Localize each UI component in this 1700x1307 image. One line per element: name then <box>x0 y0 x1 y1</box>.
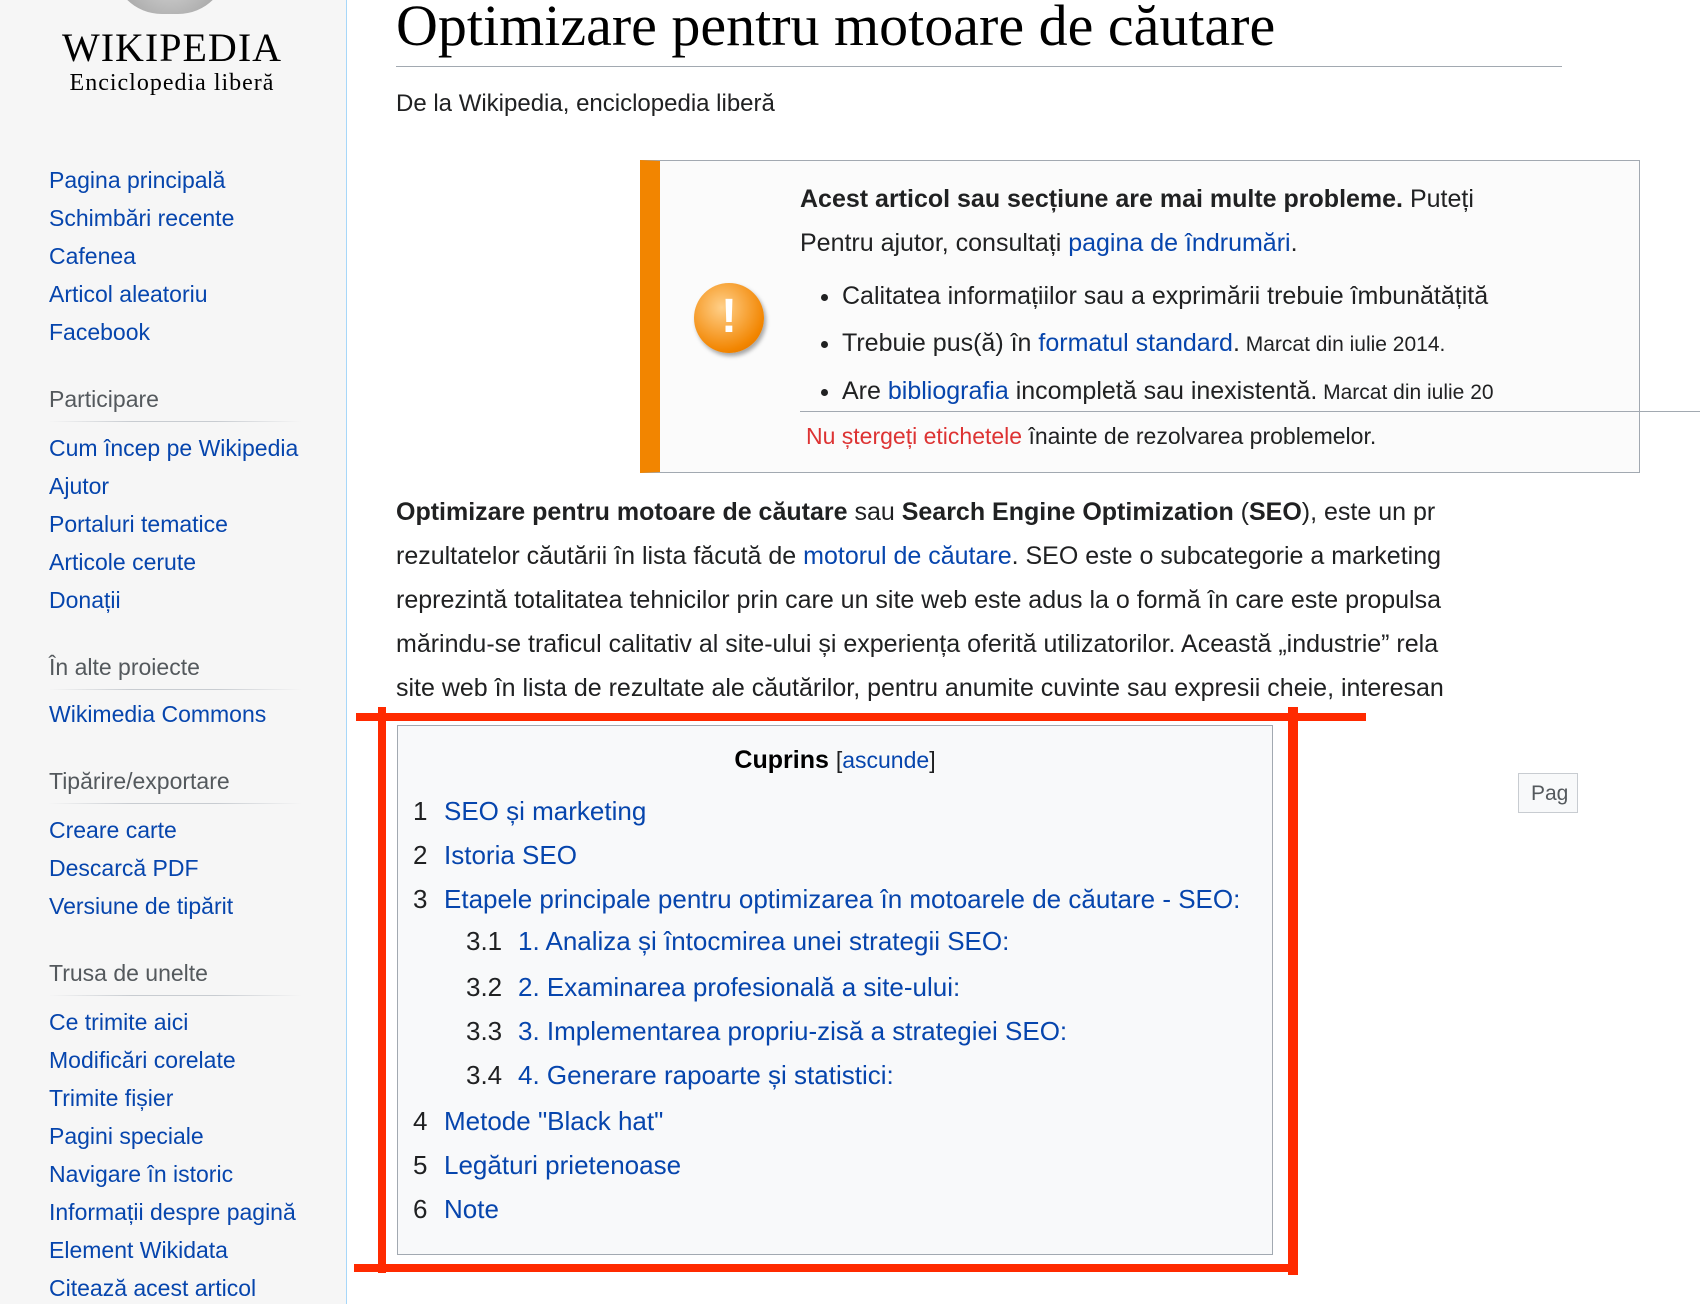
intro-bold: SEO <box>1249 498 1302 526</box>
toc-item-1[interactable] <box>413 796 646 827</box>
nav-wikidata-item[interactable]: Element Wikidata <box>49 1237 228 1263</box>
nav-recent-changes[interactable]: Schimbări recente <box>49 205 235 231</box>
highlight-border-right <box>1288 707 1298 1275</box>
wikipedia-globe-logo[interactable] <box>112 0 228 14</box>
main-navigation <box>49 161 234 351</box>
issue-text: Are <box>842 377 888 405</box>
toc-item-3-2[interactable] <box>466 972 960 1003</box>
page-title: Optimizare pentru motoare de căutare <box>396 0 1276 58</box>
nav-requested-articles[interactable]: Articole cerute <box>49 549 197 575</box>
intro-text: ), este un pr <box>1301 498 1436 526</box>
nav-help[interactable]: Ajutor <box>49 473 110 499</box>
nav-getting-started[interactable]: Cum încep pe Wikipedia <box>49 435 299 461</box>
nav-facebook[interactable]: Facebook <box>49 319 151 345</box>
search-engine-link[interactable]: motorul de căutare <box>803 542 1012 570</box>
toc-item-3[interactable] <box>413 884 1240 915</box>
footer-text: înainte de rezolvarea problemelor. <box>1022 423 1377 449</box>
nav-random-article[interactable]: Articol aleatoriu <box>49 281 208 307</box>
tools-navigation <box>49 1003 296 1307</box>
print-export-heading: Tipărire/exportare <box>49 768 301 804</box>
highlight-border-bottom <box>354 1264 1298 1272</box>
main-content <box>346 0 1569 1304</box>
nav-cite-article[interactable]: Citează acest articol <box>49 1275 257 1301</box>
sidebar <box>0 0 347 1304</box>
intro-bold: Search Engine Optimization <box>901 498 1234 526</box>
toc-link[interactable]: Etapele principale pentru optimizarea în motoarele de căutare - SEO: <box>444 884 1241 914</box>
toc-number: 3.4 <box>466 1060 503 1090</box>
nav-main-page[interactable]: Pagina principală <box>49 167 226 193</box>
nav-special-pages[interactable]: Pagini speciale <box>49 1123 204 1149</box>
participate-navigation <box>49 429 298 619</box>
toc-number: 5 <box>413 1150 428 1180</box>
tools-heading: Trusa de unelte <box>49 960 301 996</box>
issues-divider <box>800 411 1700 412</box>
logo-wordmark[interactable]: WIKIPEDIA <box>61 25 283 70</box>
other-projects-navigation <box>49 695 266 733</box>
help-guidelines-link[interactable]: pagina de îndrumări <box>1068 229 1291 257</box>
issue-text: . <box>1232 329 1240 357</box>
issue-text: Trebuie pus(ă) în <box>842 329 1039 357</box>
highlight-border-left <box>378 707 386 1273</box>
toc-number: 3 <box>413 884 428 914</box>
intro-text: rezultatelor căutării în lista făcută de <box>396 542 804 570</box>
issues-list <box>820 273 1494 416</box>
nav-printable-version[interactable]: Versiune de tipărit <box>49 893 234 919</box>
intro-text: reprezintă totalitatea tehnicilor prin care un site web este adus la o formă în care este propulsa <box>396 586 1442 614</box>
issue-text: incompletă sau inexistentă. <box>1008 377 1318 405</box>
article-issues-box <box>640 160 1640 473</box>
print-export-navigation <box>49 811 233 925</box>
issues-heading: Acest articol sau secțiune are mai multe probleme. <box>800 185 1404 213</box>
toc-header <box>398 746 1272 775</box>
toc-number: 3.3 <box>466 1016 503 1046</box>
toc-item-5[interactable] <box>413 1150 681 1181</box>
nav-create-book[interactable]: Creare carte <box>49 817 177 843</box>
nav-page-info[interactable]: Informații despre pagină <box>49 1199 296 1225</box>
toc-link[interactable]: Istoria SEO <box>444 840 577 870</box>
issue-item <box>842 320 1494 368</box>
standard-format-link[interactable]: formatul standard <box>1038 329 1233 357</box>
nav-download-pdf[interactable]: Descarcă PDF <box>49 855 199 881</box>
toc-number: 3.2 <box>466 972 503 1002</box>
toc-link[interactable]: 1. Analiza și întocmirea unei strategii SEO: <box>518 926 1010 956</box>
other-projects-heading: În alte proiecte <box>49 654 301 690</box>
toc-link[interactable]: Note <box>444 1194 499 1224</box>
toc-link[interactable]: 3. Implementarea propriu-zisă a strategiei SEO: <box>518 1016 1068 1046</box>
issue-item <box>842 368 1494 416</box>
toc-hide-link[interactable]: ascunde <box>842 747 930 773</box>
toc-link[interactable]: 2. Examinarea profesională a site-ului: <box>518 972 961 1002</box>
do-not-remove-tags-link[interactable]: Nu ștergeți etichetele <box>806 423 1023 449</box>
table-of-contents <box>397 725 1273 1255</box>
issues-message <box>800 177 1700 265</box>
nav-upload-file[interactable]: Trimite fișier <box>49 1085 174 1111</box>
intro-text: mărindu-se traficul calitativ al site-ului și experiența oferită utilizatorilor. Această „industrie” rela <box>396 630 1439 658</box>
highlight-border-top <box>356 713 1366 721</box>
bibliography-link[interactable]: bibliografia <box>887 377 1009 405</box>
toc-number: 2 <box>413 840 428 870</box>
nav-what-links-here[interactable]: Ce trimite aici <box>49 1009 189 1035</box>
logo-tagline: Enciclopedia liberă <box>69 70 275 96</box>
site-subtitle: De la Wikipedia, enciclopedia liberă <box>396 90 775 117</box>
title-divider <box>396 66 1562 67</box>
nav-wikimedia-commons[interactable]: Wikimedia Commons <box>49 701 267 727</box>
nav-history[interactable]: Navigare în istoric <box>49 1161 234 1187</box>
intro-text: site web în lista de rezultate ale căutărilor, pentru anumite cuvinte sau expresii cheie, interesan <box>396 674 1444 702</box>
intro-text: . SEO este o subcategorie a marketing <box>1011 542 1442 570</box>
toc-item-3-4[interactable] <box>466 1060 894 1091</box>
nav-donations[interactable]: Donații <box>49 587 121 613</box>
help-prefix: Pentru ajutor, consultați <box>800 229 1069 257</box>
toc-toggle: [ascunde] <box>835 747 936 773</box>
toc-link[interactable]: Metode "Black hat" <box>444 1106 664 1136</box>
intro-text: sau <box>847 498 902 526</box>
intro-paragraph <box>396 490 1596 710</box>
toc-number: 1 <box>413 796 428 826</box>
toc-link[interactable]: SEO și marketing <box>444 796 647 826</box>
toc-item-4[interactable] <box>413 1106 663 1137</box>
issue-item <box>842 273 1494 320</box>
toc-number: 4 <box>413 1106 428 1136</box>
toc-number: 3.1 <box>466 926 503 956</box>
nav-portals[interactable]: Portaluri tematice <box>49 511 228 537</box>
intro-bold: Optimizare pentru motoare de căutare <box>396 498 848 526</box>
nav-related-changes[interactable]: Modificări corelate <box>49 1047 236 1073</box>
help-suffix: . <box>1290 229 1298 257</box>
issue-date: Marcat din iulie 20 <box>1317 381 1494 404</box>
toc-title: Cuprins <box>734 746 829 774</box>
page-tab[interactable]: Pag <box>1518 773 1578 813</box>
issues-heading-tail: Puteți <box>1403 185 1474 213</box>
nav-cafenea[interactable]: Cafenea <box>49 243 136 269</box>
toc-item-6[interactable] <box>413 1194 499 1225</box>
toc-item-3-1[interactable] <box>466 926 1009 957</box>
issue-date: Marcat din iulie 2014. <box>1239 333 1446 356</box>
warning-icon: ! <box>694 283 764 353</box>
toc-link[interactable]: 4. Generare rapoarte și statistici: <box>518 1060 894 1090</box>
toc-item-2[interactable] <box>413 840 577 871</box>
intro-text: ( <box>1233 498 1249 526</box>
issues-footer <box>806 423 1376 450</box>
participate-heading: Participare <box>49 386 301 422</box>
toc-item-3-3[interactable] <box>466 1016 1067 1047</box>
toc-link[interactable]: Legături prietenoase <box>444 1150 682 1180</box>
issue-text: Calitatea informațiilor sau a exprimării trebuie îmbunătățită <box>842 282 1489 310</box>
toc-number: 6 <box>413 1194 428 1224</box>
